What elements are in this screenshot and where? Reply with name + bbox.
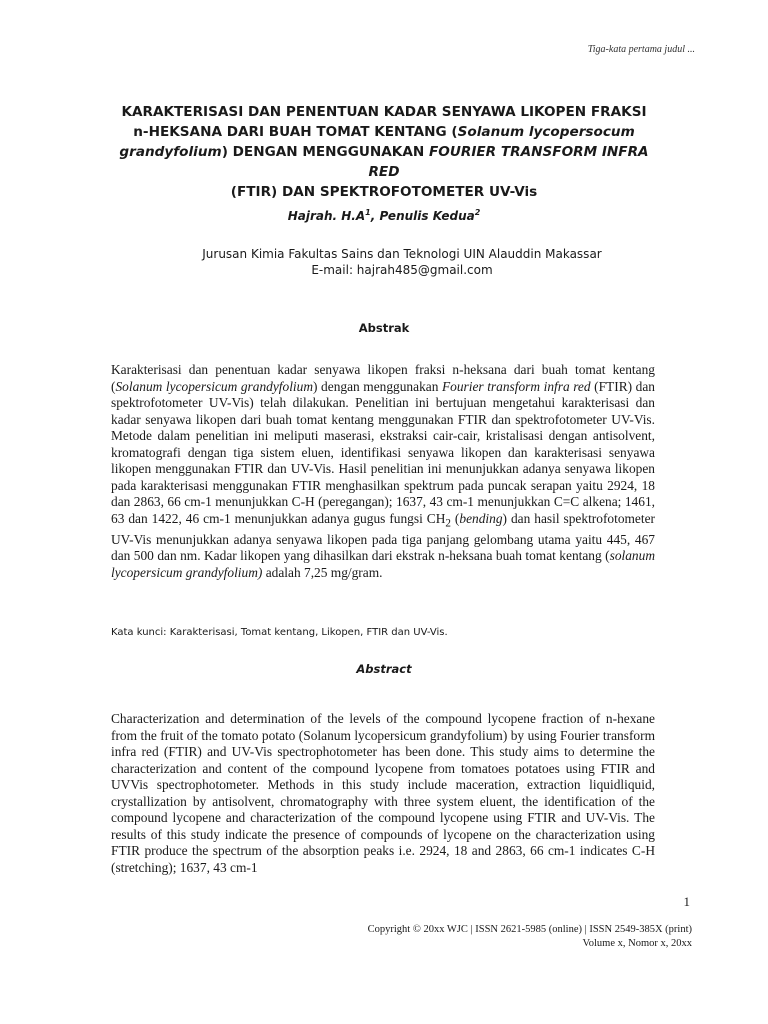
abstrak-text-5: ) dan hasil spektrofotometer UV-Vis menunjukkan adanya senyawa likopen pada tiga panjang gelombang utama yaitu 445, 467 dan 500 dan nm. Kadar likopen yang dihasilkan dari ekstrak n-heksana buah tomat kentang ( [111,510,655,564]
title-line2a: n-HEKSANA DARI BUAH TOMAT KENTANG ( [133,124,458,140]
abstrak-text-4: ( [450,510,460,526]
abstrak-italic-4: solanum lycopersicum grandyfolium) [111,548,655,580]
title-line3a: ) DENGAN MENGGUNAKAN [221,144,429,160]
abstrak-italic-1: Solanum lycopersicum grandyfolium [115,378,314,394]
title-line1: KARAKTERISASI DAN PENENTUAN KADAR SENYAWA LIKOPEN FRAKSI [121,104,647,120]
affiliation-email: E-mail: hajrah485@gmail.com [311,263,493,277]
page-number: 1 [683,894,690,909]
abstract-heading: Abstract [356,662,412,676]
keywords: Kata kunci: Karakterisasi, Tomat kentang, Likopen, FTIR dan UV-Vis. [111,627,448,638]
abstrak-text-1: Karakterisasi dan penentuan kadar senyawa likopen fraksi n-heksana dari buah tomat kentang ( [111,362,655,394]
abstrak-italic-2: Fourier transform infra red [441,378,591,394]
affiliation [0,246,768,278]
footer-copyright: Copyright © 20xx WJC | ISSN 2621-5985 (online) | ISSN 2549-385X (print) [367,924,692,935]
title-line4: (FTIR) DAN SPEKTROFOTOMETER UV-Vis [230,184,538,200]
author-1: Hajrah. H.A [287,209,366,223]
affiliation-institution: Jurusan Kimia Fakultas Sains dan Teknologi UIN Alauddin Makassar [202,247,602,261]
title-line3-italic-b: FOURIER TRANSFORM INFRA RED [368,144,649,180]
footer-volume: Volume x, Nomor x, 20xx [582,938,692,949]
author-2-sup: 2 [474,208,481,217]
abstract-body: Characterization and determination of the levels of the compound lycopene fraction of n-hexane from the fruit of the tomato potato (Solanum lycopersicum grandyfolium) by using Fourier transform infra red (FTIR) and UV-Vis spectrophotometer has been done. This study aims to determine the characterization and content of the compound lycopene from tomatoes potatoes using FTIR and UVVis spectrophotometer. Methods in this study include maceration, extraction liquidliquid, crystallization by antisolvent, chromatography with three system eluent, the identification of the compound lycopene and characterization of the compound lycopene using FTIR and UV-Vis. The results of this study indicate the presence of compounds of lycopene on the characterization using FTIR produce the spectrum of the absorption peaks i.e. 2924, 18 and 2863, 66 cm-1 indicates C-H (stretching); 1637, 43 cm-1 [111,711,655,875]
abstrak-text-6: adalah 7,25 mg/gram. [262,564,383,580]
author-separator: , [370,209,380,223]
paper-title [110,102,658,202]
title-line3-italic: grandyfolium [119,144,222,160]
abstrak-heading: Abstrak [358,321,410,335]
abstrak-text-3: (FTIR) dan spektrofotometer UV-Vis) telah dilakukan. Penelitian ini bertujuan mengetahui karakterisasi dan kadar senyawa likopen dari buah tomat kentang menggunakan FTIR dan spektrofotometer UV-Vis. Metode dalam penelitian ini meliputi maserasi, ekstraksi cair-cair, kristalisasi dengan antisolvent, kromatografi dengan tiga sistem eluen, identifikasi senyawa likopen dan karakterisasi senyawa likopen menggunakan FTIR dan UV-Vis. Hasil penelitian ini menunjukkan adanya senyawa likopen pada karakterisasi menggunakan FTIR menghasilkan spektrum pada puncak serapan yaitu 2924, 18 dan 2863, 66 cm-1 menunjukkan C-H (peregangan); 1637, 43 cm-1 menunjukkan C=C alkena; 1461, 63 dan 1422, 46 cm-1 menunjukkan adanya gugus fungsi CH [111,378,655,526]
abstrak-body [111,362,655,581]
author-2: Penulis Kedua [379,209,475,223]
abstrak-italic-3: bending [459,510,503,526]
author-1-sup: 1 [365,208,371,217]
abstrak-text-2: ) dengan menggunakan [313,378,442,394]
running-head: Tiga-kata pertama judul ... [587,44,695,55]
author-list [0,208,768,223]
abstrak-subscript: 2 [445,517,451,530]
page-footer [368,923,692,951]
title-line2-italic: Solanum lycopersocum [457,124,635,140]
